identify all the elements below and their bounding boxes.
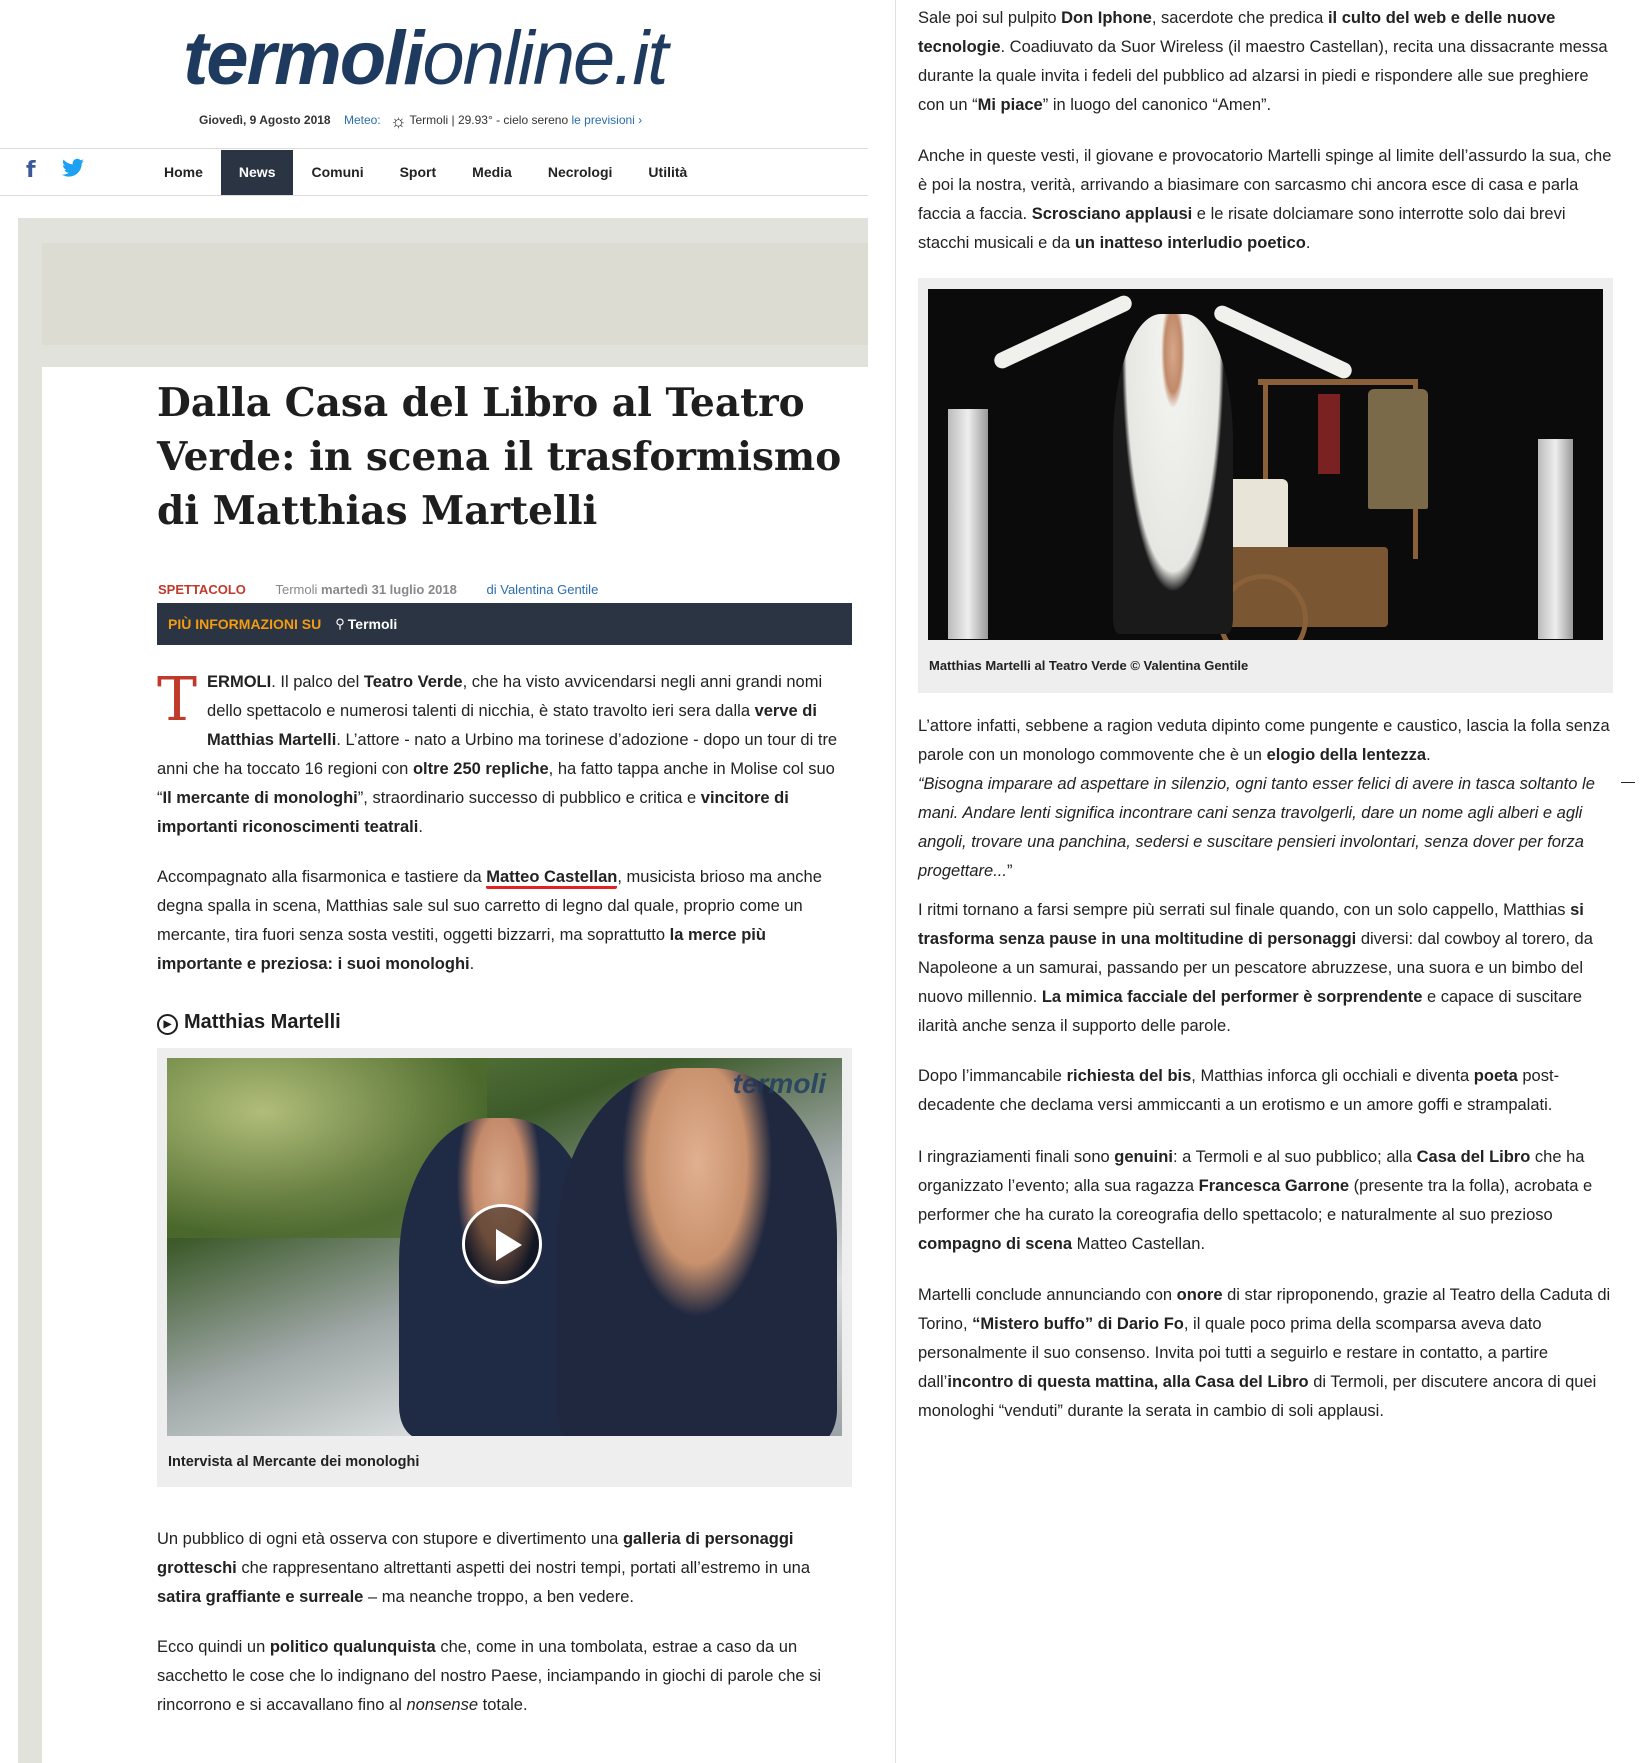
video-person-right	[557, 1068, 837, 1436]
article-paragraph-11: Martelli conclude annunciando con onore di star riproponendo, grazie al Teatro della Caduta di Torino, “Mistero buffo” di Dario Fo, il quale poco prima della scomparsa aveva dato personalmente il suo consenso. Invita poi tutti a seguirlo e restare in contatto, a partire dall’incontro di questa mattina, alla Casa del Libro di Termoli, per discutere ancora di quei monologhi “venduti” durante la serata in cambio di soli applausi.	[918, 1286, 1611, 1420]
byline	[487, 582, 599, 597]
nav-media[interactable]: Media	[472, 164, 512, 180]
nav-comuni[interactable]: Comuni	[311, 164, 364, 180]
ad-banner-placeholder	[42, 243, 868, 345]
article-paragraph-8: I ritmi tornano a farsi sempre più serrati sul finale quando, con un solo cappello, Matthias si trasforma senza pause in una moltitudine di personaggi diversi: dal cowboy al torero, da Napoleone a un samurai, passando per un pescatore abruzzese, una suora e un bimbo del nuovo millennio. La mimica facciale del performer è sorprendente e capace di suscitare ilarità anche senza il supporto delle parole.	[918, 901, 1593, 1035]
more-info-heading: PIÙ INFORMAZIONI SU	[168, 616, 322, 632]
byline-prefix: di	[486, 582, 497, 597]
article-meta	[158, 582, 598, 597]
nav-necrologi[interactable]: Necrologi	[547, 164, 613, 180]
article-paragraph-4: Ecco quindi un politico qualunquista che, come in una tombolata, estrae a caso da un sacchetto le cose che lo indignano del nostro Paese, inciampando in giochi di parole che si rincorrono e si accavallano fino al nonsense totale.	[157, 1638, 822, 1714]
article-paragraph-7: L’attore infatti, sebbene a ragion veduta dipinto come pungente e caustico, lascia la folla senza parole con un monologo commovente che è un elogio della lentezza. “Bisogna imparare ad aspettare in silenzio, ogni tanto esser felici di avere in tasca soltanto le mani. Andare lenti significa incontrare cani senza travolgerli, dare un nome agli alberi e agli angoli, trovare una panchina, sedersi e suscitare pensieri involontari, senza dover per forza progettare...”	[918, 717, 1610, 880]
sun-icon: ☼	[389, 111, 407, 131]
photo-column-right	[1538, 439, 1573, 639]
photo-brown-jacket	[1368, 389, 1428, 509]
play-button[interactable]	[462, 1204, 542, 1284]
article-paragraph-9: Dopo l’immancabile richiesta del bis, Matthias inforca gli occhiali e diventa poeta post-decadente che declama versi ammiccanti a un erotismo e un amore goffi e strampalati.	[918, 1067, 1560, 1114]
column-divider	[895, 0, 896, 1763]
twitter-icon[interactable]	[62, 158, 84, 184]
map-pin-icon: ⚲	[335, 616, 345, 631]
date-weather-line	[199, 111, 642, 132]
current-date: Giovedì, 9 Agosto 2018	[199, 113, 331, 127]
photo-coat-rack	[1258, 379, 1418, 385]
photo-arm-right	[1212, 303, 1355, 381]
photo-column-left	[948, 409, 988, 639]
article-paragraph-10: I ringraziamenti finali sono genuini: a Termoli e al suo pubblico; alla Casa del Libro che ha organizzato l’evento; alla sua ragazza Francesca Garrone (presente tra la folla), acrobata e performer che ha curato la coreografia dello spettacolo; e naturalmente al suo prezioso compagno di scena Matteo Castellan.	[918, 1148, 1593, 1253]
nav-sport[interactable]: Sport	[399, 164, 437, 180]
article-paragraph-2: Accompagnato alla fisarmonica e tastiere da Matteo Castellan, musicista brioso ma anche degna spalla in scena, Matthias sale sul suo carretto di legno dal quale, proprio come un mercante, tira fuori senza sosta vestiti, oggetti bizzarri, ma soprattutto la merce più importante e preziosa: i suoi monologhi.	[157, 868, 822, 973]
facebook-icon[interactable]: f	[26, 158, 36, 183]
video-heading-text: Matthias Martelli	[184, 1011, 341, 1033]
article-paragraph-6: Anche in queste vesti, il giovane e provocatorio Martelli spinge al limite dell’assurdo la sua, che è poi la nostra, verità, arrivando a biasimare con sarcasmo chi ancora esce di casa e parla faccia a faccia. Scrosciano applausi e le risate dolciamare sono interrotte solo dai brevi stacchi musicali e da un inatteso interludio poetico.	[918, 147, 1612, 252]
weather-text: Termoli | 29.93° - cielo sereno	[409, 113, 569, 127]
category-link[interactable]: SPETTACOLO	[158, 582, 246, 597]
article-paragraph-3: Un pubblico di ogni età osserva con stupore e divertimento una galleria di personaggi grotteschi che rappresentano altrettanti aspetti dei nostri tempi, portati all’estremo in una satira graffiante e surreale – ma neanche troppo, a ben vedere.	[157, 1530, 810, 1606]
article-paragraph-1: TERMOLI. Il palco del Teatro Verde, che ha visto avvicendarsi negli anni grandi nomi dello spettacolo e numerosi talenti di nicchia, è stato travolto ieri sera dalla verve di Matthias Martelli. L’attore - nato a Urbino ma torinese d’adozione - dopo un tour di tre anni che ha toccato 16 regioni con oltre 250 repliche, ha fatto tappa anche in Molise col suo “Il mercante di monologhi”, straordinario successo di pubblico e critica e vincitore di importanti riconoscimenti teatrali.	[157, 665, 838, 836]
video-caption: Intervista al Mercante dei monologhi	[168, 1454, 420, 1470]
edge-mark	[1621, 782, 1635, 783]
nav-utilita[interactable]: Utilità	[648, 164, 688, 180]
meteo-label: Meteo:	[343, 113, 381, 127]
drop-cap: T	[157, 665, 198, 735]
logo-light: online.it	[422, 16, 667, 101]
nav-news[interactable]: News	[221, 150, 294, 195]
main-nav	[146, 150, 705, 195]
video-player[interactable]	[167, 1058, 842, 1436]
stage-photo[interactable]	[928, 289, 1603, 640]
photo-red-scarf	[1318, 394, 1340, 474]
article-paragraph-5: Sale poi sul pulpito Don Iphone, sacerdote che predica il culto del web e delle nuove tecnologie. Coadiuvato da Suor Wireless (il maestro Castellan), recita una dissacrante messa durante la quale invita i fedeli del pubblico ad alzarsi in piedi e rispondere alle sue preghiere con un “Mi piace” in luogo del canonico “Amen”.	[918, 9, 1608, 114]
author-link[interactable]: Valentina Gentile	[500, 582, 599, 597]
video-heading	[157, 1011, 341, 1035]
photo-caption: Matthias Martelli al Teatro Verde © Valentina Gentile	[929, 658, 1249, 673]
nav-bottom-divider	[0, 195, 868, 196]
tag-termoli[interactable]: Termoli	[347, 616, 398, 632]
photo-actor	[1113, 314, 1233, 634]
nav-top-divider	[0, 148, 868, 149]
more-info-bar	[157, 603, 852, 645]
article-location-date	[276, 582, 457, 597]
article-title: Dalla Casa del Libro al Teatro Verde: in scena il trasformismo di Matthias Martelli	[157, 380, 842, 534]
logo-bold: termoli	[183, 16, 423, 101]
article-date: martedì 31 luglio 2018	[321, 582, 457, 597]
play-circle-icon: ▶	[157, 1014, 178, 1035]
forecast-link[interactable]: le previsioni ›	[571, 113, 643, 127]
photo-arm-left	[992, 293, 1135, 371]
video-watermark: termoli	[732, 1068, 826, 1099]
nav-home[interactable]: Home	[164, 164, 203, 180]
article-location: Termoli	[275, 582, 318, 597]
site-logo[interactable]	[183, 14, 666, 104]
